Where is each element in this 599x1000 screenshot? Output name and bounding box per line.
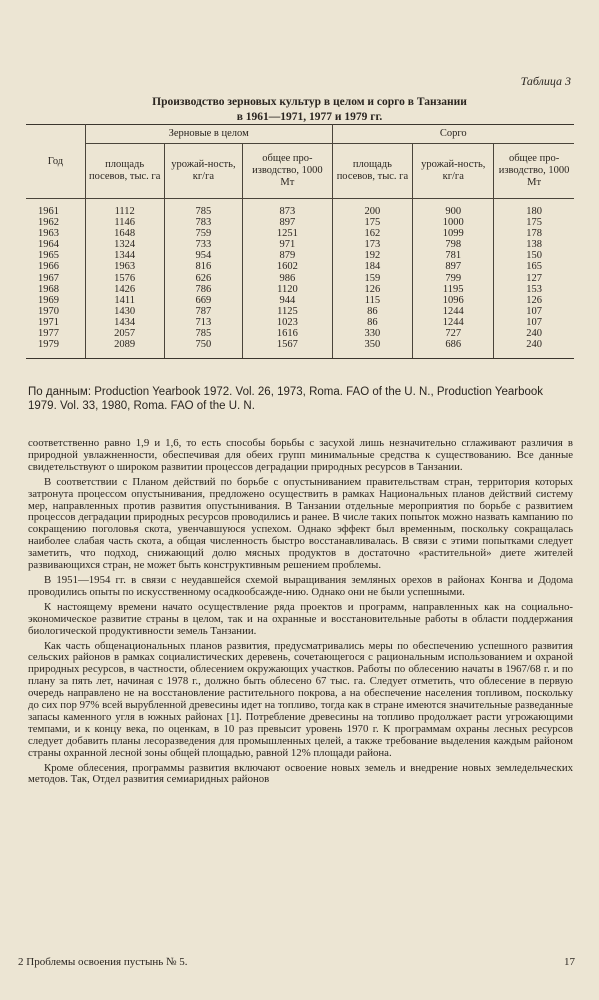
table-cell: 1616 <box>243 328 332 339</box>
table-cell: 713 <box>164 317 243 328</box>
table-cell: 2057 <box>85 328 164 339</box>
table-cell: 1120 <box>243 284 332 295</box>
grain-group-header: Зерновые в целом <box>85 125 332 144</box>
table-cell: 1195 <box>413 284 494 295</box>
table-cell: 1344 <box>85 250 164 261</box>
column-header: общее про-изводство, 1000 Мт <box>243 144 332 199</box>
table-cell: 162 <box>332 228 413 239</box>
table-row <box>26 199 574 218</box>
table-cell: 165 <box>494 261 574 272</box>
table-cell: 126 <box>332 284 413 295</box>
table-row <box>26 250 574 261</box>
table-cell: 200 <box>332 199 413 218</box>
table-cell: 138 <box>494 239 574 250</box>
table-row <box>26 284 574 295</box>
source-note: По данным: Production Yearbook 1972. Vol. 26, 1973, Roma. FAO of the U. N., Production Yearbook 1979. Vol. 33, 1980, Roma. FAO of the U. N. <box>28 386 544 412</box>
table-cell: 180 <box>494 199 574 218</box>
table-caption: Таблица 3 <box>520 74 571 88</box>
table-cell: 1244 <box>413 306 494 317</box>
table-row <box>26 273 574 284</box>
table-title-line: в 1961—1971, 1977 и 1979 гг. <box>236 111 383 123</box>
paragraph: соответственно равно 1,9 и 1,6, то есть способы борьбы с засухой лишь незначительно сглаживают различия в природной увлажненности, обеспечивая для обеих групп минимальные средства к существованию. Все данные свидетельствуют о широком развитии процессов деградации природных ресурсов в Танзании. <box>28 437 573 473</box>
table-cell: 1602 <box>243 261 332 272</box>
table-cell: 781 <box>413 250 494 261</box>
table-cell: 107 <box>494 306 574 317</box>
paragraph: В соответствии с Планом действий по борьбе с опустыниванием правительствам стран, территория которых затронута процессом опустынивания, предложено осуществить в рамках Национальных планов действий систему мер, направленных против развития опустынивания. В Танзании отдельные мероприятия по борьбе с развитием процессов деградации природных ресурсов проводились и ранее. В числе таких попыток можно назвать кампанию по сокращению поголовья скота, увенчавшуюся успехом. Однако эффект был временным, поскольку сокращалась наиболее слабая часть скота, а общая численность быстро восстанавливалась. В связи с этими попытками следует заметить, что подход, снижающий долю мясных продуктов в достаточно «растительной» диете жителей развивающихся стран, не может быть конструктивным решением проблемы. <box>28 475 573 572</box>
table-cell: 799 <box>413 273 494 284</box>
table-cell: 1430 <box>85 306 164 317</box>
paragraph: Кроме облесения, программы развития включают освоение новых земель и внедрение новых земледельческих методов. Так, Отдел развития семиаридных районов <box>28 761 573 786</box>
table-cell: 1434 <box>85 317 164 328</box>
table-cell: 879 <box>243 250 332 261</box>
table-cell: 1963 <box>85 261 164 272</box>
table-row <box>26 217 574 228</box>
table-row <box>26 295 574 306</box>
table-cell: 783 <box>164 217 243 228</box>
table-cell: 175 <box>332 217 413 228</box>
table-cell: 626 <box>164 273 243 284</box>
year-cell: 1965 <box>38 250 59 262</box>
table-cell: 785 <box>164 328 243 339</box>
table-cell: 86 <box>332 317 413 328</box>
table-cell: 1426 <box>85 284 164 295</box>
table-cell: 1096 <box>413 295 494 306</box>
table-cell: 178 <box>494 228 574 239</box>
year-cell: 1963 <box>38 228 59 240</box>
table-cell: 897 <box>243 217 332 228</box>
table-cell: 173 <box>332 239 413 250</box>
table-cell: 1112 <box>85 199 164 218</box>
table-cell: 86 <box>332 306 413 317</box>
year-cell: 1979 <box>26 339 85 359</box>
table-cell: 350 <box>332 339 413 359</box>
year-cell: 1971 <box>38 316 59 328</box>
data-table <box>26 124 574 359</box>
year-cell: 1968 <box>38 283 59 295</box>
table-body <box>26 199 574 359</box>
table-cell: 986 <box>243 273 332 284</box>
column-header: площадь посевов, тыс. га <box>85 144 164 199</box>
table-cell: 759 <box>164 228 243 239</box>
table-cell: 785 <box>164 199 243 218</box>
table-cell: 1648 <box>85 228 164 239</box>
table-cell: 971 <box>243 239 332 250</box>
paragraph: К настоящему времени начато осуществление ряда проектов и программ, направленных как на социально-экономическое развитие страны в целом, так и на охранные и восстановительные работы в области поддержания биологической продуктивности земель Танзании. <box>28 600 573 637</box>
table-cell: 787 <box>164 306 243 317</box>
table-cell: 127 <box>494 273 574 284</box>
table-cell: 900 <box>413 199 494 218</box>
table-cell: 240 <box>494 328 574 339</box>
table-cell: 1125 <box>243 306 332 317</box>
table-cell: 153 <box>494 284 574 295</box>
table-cell: 192 <box>332 250 413 261</box>
sorghum-group-header: Сорго <box>332 125 574 144</box>
table-cell: 816 <box>164 261 243 272</box>
table-cell: 686 <box>413 339 494 359</box>
table-cell: 897 <box>413 261 494 272</box>
table-row <box>26 306 574 317</box>
table-cell: 1146 <box>85 217 164 228</box>
paragraph: Как часть общенациональных планов развития, предусматривались меры по обеспечению успешного развития сельских районов в рамках социалистических деревень, сочетающегося с рациональным использованием и охраной природных ресурсов, в частности, облесением окружающих участков. Работы по облесению начаты в 1967/68 г. и по плану за пять лет, начиная с 1978 г., должно быть облесено 67 тыс. га. Следует отметить, что облесение в первую очередь направлено не на восстановление растительного покрова, а на обеспечение населения топливом, поскольку до сих пор 97% всей вырубленной древесины идет на топливо, тогда как в стране имеются значительные разведанные запасы каменного угля в южных районах [1]. Потребление древесины на топливо продолжает расти угрожающими темпами, и к концу века, по оценкам, в 10 раз превысит уровень 1970 г. К программам охраны лесных ресурсов следует добавить планы лесоразведения для промышленных целей, а также требование выделения каждым районом страны охранной лесной зоны общей площадью, равной 12% площади района. <box>28 639 573 759</box>
table-row <box>26 328 574 339</box>
year-cell: 1964 <box>38 239 59 251</box>
table-cell: 954 <box>164 250 243 261</box>
table-cell: 1411 <box>85 295 164 306</box>
table-cell: 1244 <box>413 317 494 328</box>
column-header: урожай-ность, кг/га <box>413 144 494 199</box>
year-column-header: Год <box>26 125 85 199</box>
table-cell: 1576 <box>85 273 164 284</box>
page-footer <box>18 956 575 968</box>
table-cell: 1324 <box>85 239 164 250</box>
year-cell: 1962 <box>38 217 59 229</box>
table-cell: 1099 <box>413 228 494 239</box>
table-cell: 184 <box>332 261 413 272</box>
table-cell: 1000 <box>413 217 494 228</box>
table-cell: 1567 <box>243 339 332 359</box>
table-cell: 873 <box>243 199 332 218</box>
year-cell: 1969 <box>38 294 59 306</box>
table-row <box>26 261 574 272</box>
table-cell: 175 <box>494 217 574 228</box>
table-cell: 126 <box>494 295 574 306</box>
paragraph: В 1951—1954 гг. в связи с неудавшейся схемой выращивания земляных орехов в районах Конгва и Додома проводились опыты по искусственному осадкообсажде-нию. Однако они не были успешными. <box>28 573 573 598</box>
table-cell: 750 <box>164 339 243 359</box>
table-row <box>26 239 574 250</box>
year-cell: 1967 <box>38 272 59 284</box>
table-cell: 150 <box>494 250 574 261</box>
table-cell: 727 <box>413 328 494 339</box>
table-row <box>26 317 574 328</box>
table-cell: 1023 <box>243 317 332 328</box>
table-cell: 1251 <box>243 228 332 239</box>
table-row <box>26 339 574 359</box>
table-title <box>60 95 559 125</box>
year-cell: 1977 <box>38 328 59 340</box>
column-header: общее про-изводство, 1000 Мт <box>494 144 574 199</box>
year-cell: 1970 <box>38 305 59 317</box>
table-title-line: Производство зерновых культур в целом и сорго в Танзании <box>152 96 467 108</box>
body-text <box>28 438 573 789</box>
table-cell: 733 <box>164 239 243 250</box>
table-cell: 107 <box>494 317 574 328</box>
column-header: урожай-ность, кг/га <box>164 144 243 199</box>
table-cell: 669 <box>164 295 243 306</box>
table-cell: 240 <box>494 339 574 359</box>
table-row <box>26 228 574 239</box>
footer-signature: 2 Проблемы освоения пустынь № 5. <box>18 956 188 968</box>
table-cell: 944 <box>243 295 332 306</box>
page-number: 17 <box>564 956 575 968</box>
table-cell: 159 <box>332 273 413 284</box>
table-cell: 330 <box>332 328 413 339</box>
year-cell: 1966 <box>38 261 59 273</box>
table-cell: 115 <box>332 295 413 306</box>
year-cell: 1961 <box>38 206 59 217</box>
table-cell: 786 <box>164 284 243 295</box>
table-cell: 2089 <box>85 339 164 359</box>
table-cell: 798 <box>413 239 494 250</box>
column-header: площадь посевов, тыс. га <box>332 144 413 199</box>
